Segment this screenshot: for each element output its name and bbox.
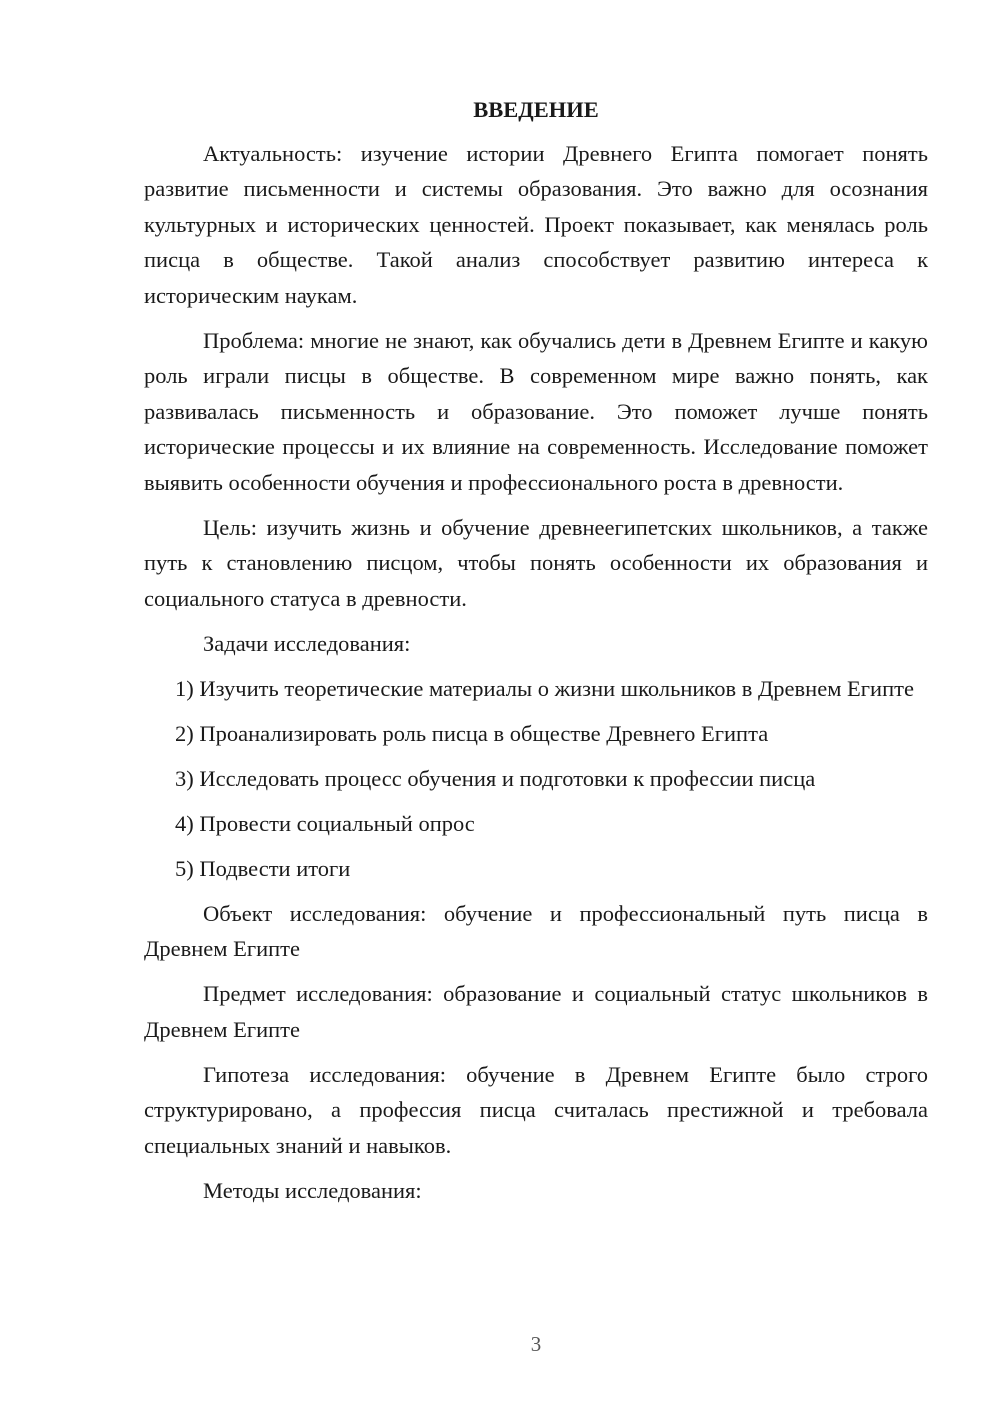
methods-heading: Методы исследования: (203, 1177, 422, 1203)
problem-paragraph: Проблема: многие не знают, как обучались дети в Древнем Египте и какую роль играли писцы в обществе. В современном мире важно понять, как развивалась письменность и образование. Это поможет лучше понять исторические процессы и их влияние на современность. Исследование поможет выявить особенности обучения и профессионального роста в древности. (144, 327, 928, 495)
relevance-paragraph: Актуальность: изучение истории Древнего Египта помогает понять развитие письменности и системы образования. Это важно для осознания культурных и исторических ценностей. Проект показывает, как менялась роль писца в обществе. Такой анализ способствует развитию интереса к историческим наукам. (144, 140, 928, 308)
goal-paragraph: Цель: изучить жизнь и обучение древнеегипетских школьников, а также путь к становлению писцом, чтобы понять особенности их образования и социального статуса в древности. (144, 514, 928, 611)
page-number: 3 (530, 1332, 542, 1356)
task-item-5: 5) Подвести итоги (175, 855, 351, 881)
section-title: ВВЕДЕНИЕ (473, 97, 599, 122)
object-paragraph: Объект исследования: обучение и профессиональный путь писца в Древнем Египте (144, 900, 928, 961)
task-item-2: 2) Проанализировать роль писца в обществе Древнего Египта (175, 720, 769, 746)
task-item-4: 4) Провести социальный опрос (175, 810, 475, 836)
tasks-heading: Задачи исследования: (203, 630, 411, 656)
subject-paragraph: Предмет исследования: образование и социальный статус школьников в Древнем Египте (144, 981, 928, 1042)
document-page (144, 92, 928, 1218)
task-item-1: 1) Изучить теоретические материалы о жизни школьников в Древнем Египте (175, 675, 914, 701)
task-item-3: 3) Исследовать процесс обучения и подготовки к профессии писца (175, 765, 816, 791)
hypothesis-paragraph: Гипотеза исследования: обучение в Древнем Египте было строго структурировано, а профессия писца считалась престижной и требовала специальных знаний и навыков. (144, 1061, 928, 1158)
